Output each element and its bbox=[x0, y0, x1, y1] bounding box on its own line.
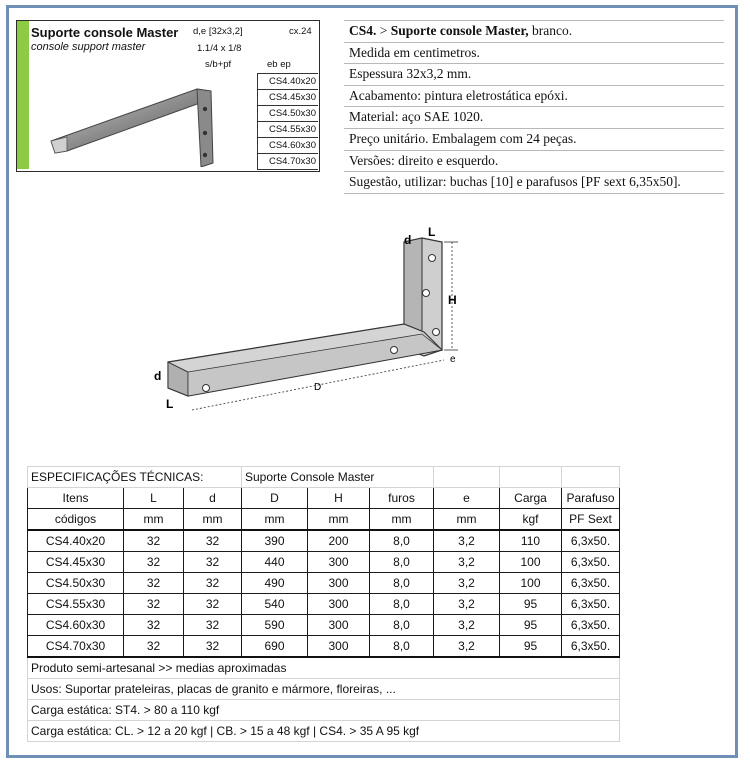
cell: CS4.40x20 bbox=[28, 530, 124, 552]
column-header: Carga bbox=[500, 488, 562, 509]
cell: 690 bbox=[242, 636, 308, 658]
card-spec-line2: 1.1/4 x 1/8 bbox=[197, 43, 242, 54]
label-l-top: L bbox=[428, 225, 436, 239]
card-finish: s/b+pf bbox=[205, 59, 232, 70]
card-code: CS4.40x20 bbox=[258, 73, 318, 90]
description-line: Espessura 32x3,2 mm. bbox=[344, 63, 724, 85]
table-row bbox=[28, 552, 620, 573]
cell: 3,2 bbox=[434, 594, 500, 615]
description-line: Medida em centimetros. bbox=[344, 42, 724, 64]
cell: 3,2 bbox=[434, 615, 500, 636]
cell: 200 bbox=[308, 530, 370, 552]
description-line: Versões: direito e esquerdo. bbox=[344, 150, 724, 172]
spec-section-row bbox=[28, 467, 620, 488]
lead-name: Suporte console Master, bbox=[390, 23, 529, 38]
unit-cell: PF Sext bbox=[562, 509, 620, 531]
description-line: Sugestão, utilizar: buchas [10] e parafusos [PF sext 6,35x50]. bbox=[344, 171, 724, 194]
note-row bbox=[28, 700, 620, 721]
unit-cell: kgf bbox=[500, 509, 562, 531]
cell: 32 bbox=[184, 636, 242, 658]
note-text: Usos: Suportar prateleiras, placas de granito e mármore, floreiras, ... bbox=[28, 679, 620, 700]
cell: CS4.60x30 bbox=[28, 615, 124, 636]
cell: 32 bbox=[184, 615, 242, 636]
note-text: Carga estática: CL. > 12 a 20 kgf | CB. > 15 a 48 kgf | CS4. > 35 A 95 kgf bbox=[28, 721, 620, 742]
cell: 100 bbox=[500, 552, 562, 573]
unit-cell: mm bbox=[370, 509, 434, 531]
label-e: e bbox=[450, 354, 456, 365]
cell: 32 bbox=[184, 573, 242, 594]
cell: CS4.45x30 bbox=[28, 552, 124, 573]
card-pack: cx.24 bbox=[289, 26, 312, 37]
bracket-photo bbox=[37, 63, 227, 167]
column-header: D bbox=[242, 488, 308, 509]
cell: 8,0 bbox=[370, 530, 434, 552]
cell: 32 bbox=[124, 636, 184, 658]
card-eb-ep: eb ep bbox=[267, 59, 291, 70]
cell: 8,0 bbox=[370, 615, 434, 636]
column-header: furos bbox=[370, 488, 434, 509]
cell: 3,2 bbox=[434, 573, 500, 594]
cell: CS4.70x30 bbox=[28, 636, 124, 658]
note-text: Produto semi-artesanal >> medias aproximadas bbox=[28, 657, 620, 679]
column-header: e bbox=[434, 488, 500, 509]
label-h: H bbox=[448, 293, 457, 307]
product-description bbox=[344, 20, 724, 194]
card-code-list bbox=[257, 73, 318, 170]
cell: 6,3x50. bbox=[562, 552, 620, 573]
card-code: CS4.55x30 bbox=[258, 122, 318, 138]
note-row bbox=[28, 657, 620, 679]
unit-cell: mm bbox=[434, 509, 500, 531]
cell: 300 bbox=[308, 636, 370, 658]
cell: 32 bbox=[124, 552, 184, 573]
table-row bbox=[28, 636, 620, 658]
cell: 100 bbox=[500, 573, 562, 594]
unit-cell: mm bbox=[308, 509, 370, 531]
card-title: Suporte console Master bbox=[31, 25, 179, 40]
description-line: Acabamento: pintura eletrostática epóxi. bbox=[344, 85, 724, 107]
label-d-left: d bbox=[154, 369, 162, 383]
cell: CS4.55x30 bbox=[28, 594, 124, 615]
card-subtitle: console support master bbox=[31, 41, 146, 53]
unit-cell: mm bbox=[124, 509, 184, 531]
table-row bbox=[28, 615, 620, 636]
cell: 540 bbox=[242, 594, 308, 615]
cell: 8,0 bbox=[370, 594, 434, 615]
description-lead bbox=[344, 20, 724, 42]
cell: 6,3x50. bbox=[562, 594, 620, 615]
hole-marker bbox=[429, 255, 436, 262]
cell: 32 bbox=[124, 615, 184, 636]
lead-arrow: > bbox=[376, 23, 391, 38]
card-code: CS4.70x30 bbox=[258, 154, 318, 170]
hole-marker bbox=[433, 329, 440, 336]
cell: 300 bbox=[308, 552, 370, 573]
cell: 95 bbox=[500, 615, 562, 636]
cell: 32 bbox=[184, 594, 242, 615]
unit-cell: mm bbox=[184, 509, 242, 531]
unit-cell: mm bbox=[242, 509, 308, 531]
table-row bbox=[28, 573, 620, 594]
cell: 95 bbox=[500, 636, 562, 658]
cell: 8,0 bbox=[370, 552, 434, 573]
note-row bbox=[28, 721, 620, 742]
product-card bbox=[16, 20, 320, 172]
note-row bbox=[28, 679, 620, 700]
spec-table bbox=[27, 466, 620, 742]
cell: 3,2 bbox=[434, 552, 500, 573]
cell: 110 bbox=[500, 530, 562, 552]
header-row bbox=[28, 488, 620, 509]
label-d-top: d bbox=[404, 233, 412, 247]
bracket-diagram bbox=[140, 220, 480, 420]
cell: 390 bbox=[242, 530, 308, 552]
spec-section-name: Suporte Console Master bbox=[242, 467, 434, 488]
accent-bar bbox=[17, 21, 29, 169]
note-text: Carga estática: ST4. > 80 a 110 kgf bbox=[28, 700, 620, 721]
cell: 32 bbox=[124, 594, 184, 615]
card-spec-line1: d,e [32x3,2] bbox=[193, 26, 243, 37]
cell: 300 bbox=[308, 615, 370, 636]
lead-code: CS4. bbox=[349, 23, 377, 38]
spec-section-title: ESPECIFICAÇÕES TÉCNICAS: bbox=[28, 467, 242, 488]
cell: 440 bbox=[242, 552, 308, 573]
label-dim-d: D bbox=[314, 382, 322, 393]
column-header: Itens bbox=[28, 488, 124, 509]
units-row bbox=[28, 509, 620, 531]
unit-cell: códigos bbox=[28, 509, 124, 531]
cell: 3,2 bbox=[434, 636, 500, 658]
column-header: H bbox=[308, 488, 370, 509]
hole-marker bbox=[391, 347, 398, 354]
table-row bbox=[28, 530, 620, 552]
cell: 8,0 bbox=[370, 636, 434, 658]
table-row bbox=[28, 594, 620, 615]
cell: 3,2 bbox=[434, 530, 500, 552]
column-header: L bbox=[124, 488, 184, 509]
card-code: CS4.50x30 bbox=[258, 106, 318, 122]
cell: 32 bbox=[184, 552, 242, 573]
cell: 6,3x50. bbox=[562, 636, 620, 658]
card-code: CS4.60x30 bbox=[258, 138, 318, 154]
cell: 590 bbox=[242, 615, 308, 636]
cell: 6,3x50. bbox=[562, 573, 620, 594]
cell: 32 bbox=[124, 530, 184, 552]
cell: 32 bbox=[184, 530, 242, 552]
cell: 32 bbox=[124, 573, 184, 594]
column-header: Parafuso bbox=[562, 488, 620, 509]
hole-marker bbox=[203, 385, 210, 392]
description-line: Material: aço SAE 1020. bbox=[344, 106, 724, 128]
lead-color: branco. bbox=[528, 23, 573, 38]
cell: 300 bbox=[308, 594, 370, 615]
cell: 6,3x50. bbox=[562, 530, 620, 552]
label-l-bottom: L bbox=[166, 397, 174, 411]
cell: 6,3x50. bbox=[562, 615, 620, 636]
cell: 8,0 bbox=[370, 573, 434, 594]
cell: CS4.50x30 bbox=[28, 573, 124, 594]
description-line: Preço unitário. Embalagem com 24 peças. bbox=[344, 128, 724, 150]
hole-marker bbox=[423, 290, 430, 297]
column-header: d bbox=[184, 488, 242, 509]
cell: 300 bbox=[308, 573, 370, 594]
cell: 490 bbox=[242, 573, 308, 594]
cell: 95 bbox=[500, 594, 562, 615]
card-code: CS4.45x30 bbox=[258, 90, 318, 106]
